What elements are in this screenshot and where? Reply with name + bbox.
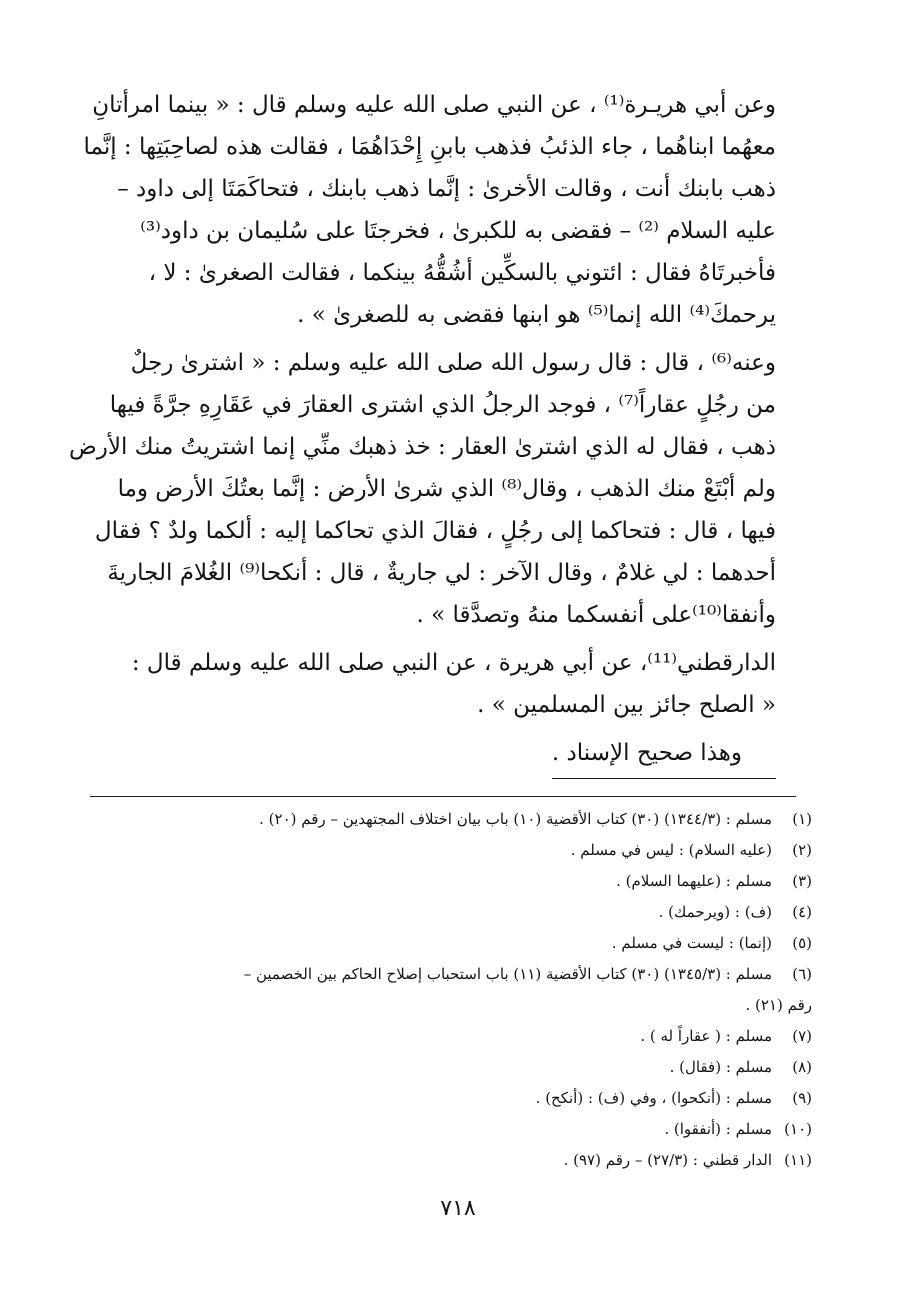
footnote-text: (عليه السلام) : ليس في مسلم .: [570, 841, 772, 859]
footnote-4: [96, 897, 812, 928]
text-line: عليه السلام ⁽²⁾ – فقضى به للكبرىٰ ، فخرجتَا على سُليمان بن داود⁽³⁾: [140, 218, 776, 244]
footnotes: [96, 804, 812, 1176]
footnote-number: (٩): [792, 1089, 812, 1107]
text-line: معهُما ابناهُما ، جاء الذئبُ فذهب بابنِ إِحْدَاهُمَا ، فقالت هذه لصاحِبَتِها : إنَّما: [83, 134, 776, 160]
text-line: ذهب ، فقال له الذي اشترىٰ العقار : خذ ذهبك منِّي إنما اشتريتُ منك الأرض: [68, 434, 776, 460]
footnote-text: الدار قطني : (٢٧/٣) – رقم (٩٧) .: [563, 1151, 772, 1169]
text-line: ذهب بابنك أنت ، وقالت الأخرىٰ : إنَّما ذهب بابنك ، فتحاكَمَتَا إلى داود –: [117, 176, 776, 202]
footnote-2: [96, 835, 812, 866]
text-line: وعن أبي هريـرة⁽¹⁾ ، عن النبي صلى الله عليه وسلم قال : « بينما امرأتانِ: [92, 92, 776, 118]
footnote-number: (٢): [792, 841, 812, 859]
footnote-11: [96, 1145, 812, 1176]
paragraph-3: [100, 642, 810, 726]
footnote-10: [96, 1114, 812, 1145]
footnote-number: (١٠): [784, 1120, 812, 1138]
footnote-number: (٣): [792, 872, 812, 890]
isnad-note: وهذا صحيح الإسناد .: [552, 732, 776, 779]
footnote-1: [96, 804, 812, 835]
footnote-9: [96, 1083, 812, 1114]
text-line: فيها ، قال : فتحاكما إلى رجُلٍ ، فقالَ الذي تحاكما إليه : ألكما ولدٌ ؟ فقال: [94, 518, 776, 544]
paragraph-2: [68, 342, 810, 636]
footnote-text: مسلم : (عليهما السلام) .: [616, 872, 772, 890]
text-line: وعنه⁽⁶⁾ ، قال : قال رسول الله صلى الله عليه وسلم : « اشترىٰ رجلٌ: [130, 350, 776, 376]
page-number: ٧١٨: [440, 1196, 476, 1221]
text-line: ولم أبْتَعْ منك الذهب ، وقال⁽⁸⁾ الذي شرىٰ الأرض : إنَّما بعتُكَ الأرض وما: [117, 476, 776, 502]
isnad-paragraph: [100, 732, 810, 779]
footnote-6: [96, 959, 812, 990]
footnote-text: (إنما) : ليست في مسلم .: [611, 934, 772, 952]
footnote-5: [96, 928, 812, 959]
footnote-number: (٤): [792, 903, 812, 921]
footnote-8: [96, 1052, 812, 1083]
footnote-number: (٧): [792, 1027, 812, 1045]
text-line: وأنفقا⁽¹⁰⁾على أنفسكما منهُ وتصدَّقا » .: [416, 602, 776, 628]
footnote-text: مسلم : (١٣٤٥/٣) (٣٠) كتاب الأقضية (١١) باب استحباب إصلاح الحاكم بين الخصمين –: [243, 965, 772, 983]
footnote-number: (٦): [792, 965, 812, 983]
paragraph-1: [83, 84, 810, 336]
main-text: [68, 84, 810, 785]
footnote-text: مسلم : (١٣٤٤/٣) (٣٠) كتاب الأقضية (١٠) باب بيان اختلاف المجتهدين – رقم (٢٠) .: [259, 810, 772, 828]
footnote-text: مسلم : (أنكحوا) ، وفي (ف) : (أنكح) .: [535, 1089, 772, 1107]
footnote-7: [96, 1021, 812, 1052]
footnote-number: (٥): [792, 934, 812, 952]
footnote-number: (١١): [784, 1151, 812, 1169]
footnote-text: (ف) : (ويرحمك) .: [658, 903, 772, 921]
footnote-divider: [90, 796, 796, 797]
footnote-text: مسلم : (أنفقوا) .: [664, 1120, 772, 1138]
footnote-3: [96, 866, 812, 897]
footnote-continuation: رقم (٢١) .: [745, 996, 812, 1014]
footnote-text: مسلم : ( عقاراً له ) .: [640, 1027, 772, 1045]
text-line: يرحمكَ⁽⁴⁾ الله إنما⁽⁵⁾ هو ابنها فقضى به للصغرىٰ » .: [297, 302, 776, 328]
footnote-number: (٨): [792, 1058, 812, 1076]
text-line: الدارقطني⁽¹¹⁾، عن أبي هريرة ، عن النبي صلى الله عليه وسلم قال :: [131, 650, 776, 676]
text-line: من رجُلٍ عقاراً⁽⁷⁾ ، فوجد الرجلُ الذي اشترى العقارَ في عَقَارِهِ جرَّةً فيها: [109, 392, 776, 418]
text-line: أحدهما : لي غلامٌ ، وقال الآخر : لي جاريةٌ ، قال : أنكحا⁽⁹⁾ الغُلامَ الجاريةَ: [107, 560, 776, 586]
footnote-number: (١): [792, 810, 812, 828]
text-line: « الصلح جائز بين المسلمين » .: [477, 692, 776, 718]
text-line: فأخبرتَاهُ فقال : ائتوني بالسكِّين أشُقُّهُ بينكما ، فقالت الصغرىٰ : لا ،: [148, 260, 776, 286]
footnote-text: مسلم : (فقال) .: [669, 1058, 772, 1076]
